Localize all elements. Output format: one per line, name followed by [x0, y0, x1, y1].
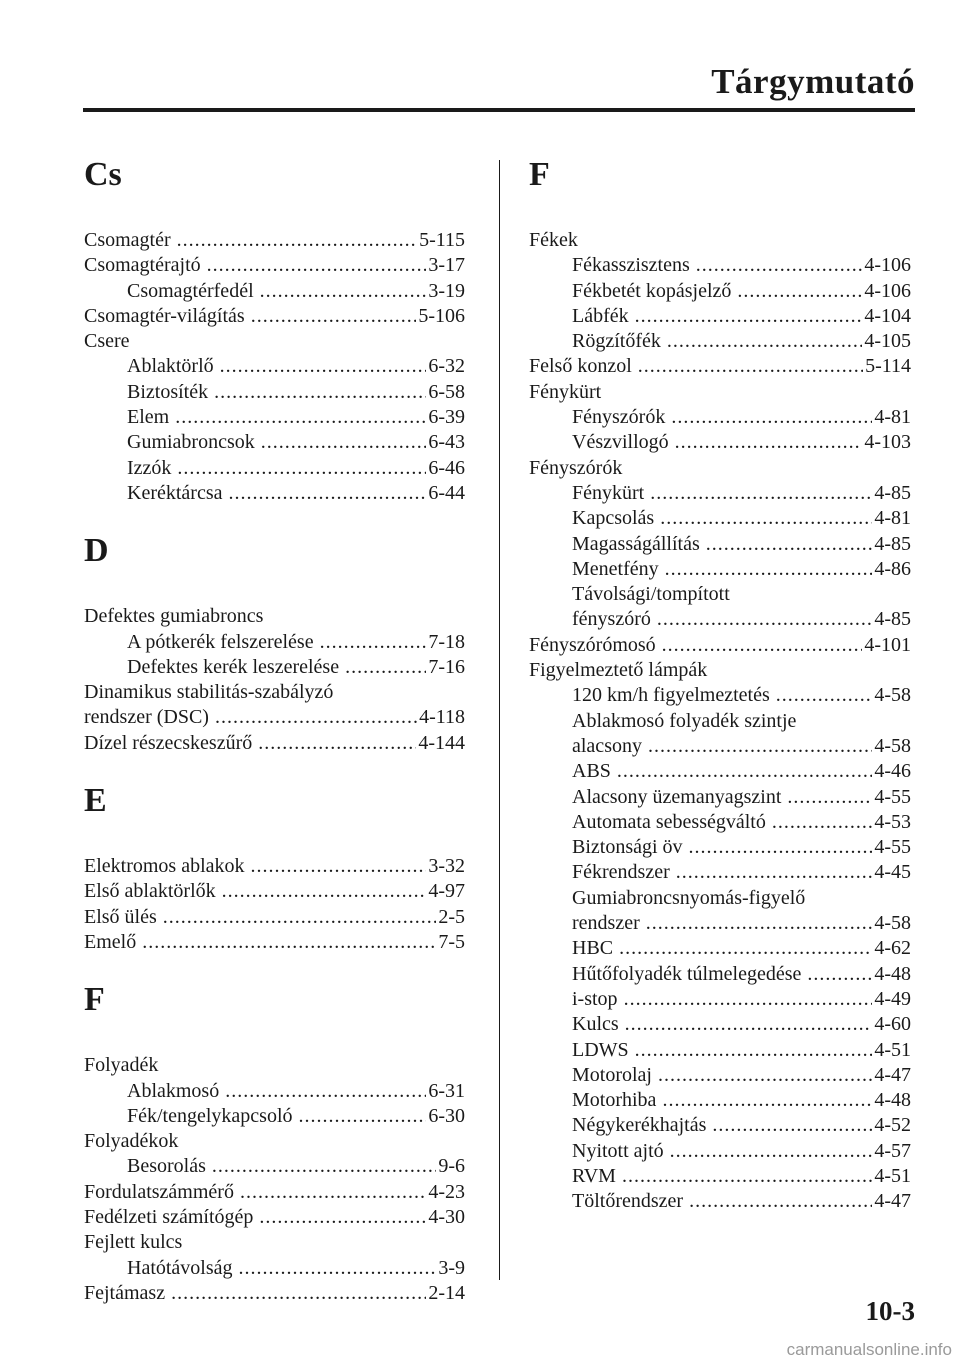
entry-page-ref: 4-55: [874, 785, 911, 808]
entry-term: i-stop: [572, 987, 618, 1010]
entry-term: Dízel részecskeszűrő: [84, 731, 253, 754]
dot-leader: [660, 506, 872, 531]
dot-leader: [175, 405, 426, 430]
entry-page-ref: 4-85: [874, 481, 911, 504]
index-subentry: [529, 683, 911, 708]
entry-page-ref: 7-5: [438, 930, 465, 953]
entry-term: Keréktárcsa: [127, 481, 223, 504]
index-subentry: [529, 734, 911, 759]
entry-page-ref: 6-39: [428, 406, 465, 429]
page-number: 10-3: [865, 1296, 915, 1326]
section-letter: F: [84, 981, 105, 1019]
index-subentry: [529, 1012, 911, 1037]
index-subentry: [84, 1079, 465, 1104]
entry-term: Távolsági/tompított: [572, 583, 730, 606]
entry-page-ref: 4-49: [874, 987, 911, 1010]
dot-leader: [225, 1079, 426, 1104]
index-subentry: [529, 911, 911, 936]
dot-leader: [222, 879, 427, 904]
entry-page-ref: 4-52: [874, 1114, 911, 1137]
watermark-link[interactable]: carmanualsonline.info: [786, 1340, 952, 1359]
dot-leader: [163, 905, 437, 930]
dot-leader: [776, 683, 873, 708]
dot-leader: [207, 253, 427, 278]
index-subentry: [529, 1189, 911, 1214]
entry-page-ref: 6-31: [428, 1079, 465, 1102]
entry-page-ref: 6-32: [428, 355, 465, 378]
index-subentry: [84, 1256, 465, 1281]
index-subentry: [529, 1164, 911, 1189]
dot-leader: [240, 1180, 426, 1205]
dot-leader: [665, 557, 873, 582]
index-subentry: [84, 655, 465, 680]
entry-term: Csomagtér: [84, 229, 171, 251]
section-letter: Cs: [84, 156, 122, 193]
entry-page-ref: 4-62: [874, 937, 911, 960]
index-entry: [84, 228, 465, 253]
entry-term: Töltőrendszer: [572, 1190, 684, 1213]
entry-term: Gumiabroncsnyomás-figyelő: [572, 886, 806, 909]
dot-leader: [624, 987, 873, 1012]
index-subentry: [529, 329, 911, 354]
entry-page-ref: 4-55: [874, 836, 911, 859]
entry-page-ref: 3-19: [428, 279, 465, 302]
entry-term: Négykerékhajtás: [572, 1114, 707, 1137]
entry-page-ref: 6-30: [428, 1104, 465, 1127]
index-subentry: [529, 1088, 911, 1113]
entry-term: Fénykürt: [529, 380, 602, 403]
page-title: Tárgymutató: [711, 62, 915, 101]
entry-page-ref: 4-97: [428, 880, 465, 903]
dot-leader: [670, 1139, 873, 1164]
entry-page-ref: 3-9: [438, 1256, 465, 1279]
entry-term: Magasságállítás: [572, 532, 700, 555]
section-letter: F: [529, 156, 550, 193]
index-entry: [84, 1230, 465, 1255]
entry-term: Csomagtérfedél: [127, 279, 254, 302]
index-column-right: [529, 150, 911, 1215]
entry-page-ref: 4-86: [874, 557, 911, 580]
dot-leader: [676, 860, 873, 885]
entry-term: Folyadékok: [84, 1130, 179, 1153]
dot-leader: [142, 930, 436, 955]
index-entry: [84, 879, 465, 904]
dot-leader: [662, 633, 863, 658]
index-subentry: [529, 1038, 911, 1063]
entry-page-ref: 4-85: [874, 532, 911, 555]
entry-page-ref: 4-48: [874, 1089, 911, 1112]
dot-leader: [648, 734, 872, 759]
index-entry: [84, 1205, 465, 1230]
dot-leader: [239, 1256, 437, 1281]
index-entry: [84, 1281, 465, 1306]
index-entry: [529, 633, 911, 658]
index-entry: [529, 380, 911, 405]
index-subentry: [529, 607, 911, 632]
entry-term: Ablakmosó: [127, 1079, 220, 1102]
entry-page-ref: 4-47: [874, 1063, 911, 1086]
entry-term: Ablaktörlő: [127, 355, 214, 378]
entry-page-ref: 4-30: [428, 1206, 465, 1229]
entry-page-ref: 7-16: [428, 655, 465, 678]
entry-page-ref: 5-115: [419, 229, 465, 251]
entry-term: Csomagtér-világítás: [84, 304, 245, 327]
index-subentry: [84, 279, 465, 304]
entry-term: alacsony: [572, 734, 642, 757]
entry-term: Besorolás: [127, 1155, 206, 1178]
entry-term: Alacsony üzemanyagszint: [572, 785, 782, 808]
index-subentry: [84, 1154, 465, 1179]
entry-term: Dinamikus stabilitás-szabályzó: [84, 681, 334, 704]
index-entry: [84, 905, 465, 930]
index-subentry: [529, 860, 911, 885]
entry-term: Emelő: [84, 930, 137, 953]
index-entry: [84, 705, 465, 730]
dot-leader: [667, 329, 862, 354]
index-entry: [84, 253, 465, 278]
index-section: [84, 150, 465, 506]
dot-leader: [646, 911, 873, 936]
entry-term: LDWS: [572, 1038, 629, 1061]
dot-leader: [171, 1281, 426, 1306]
dot-leader: [260, 279, 427, 304]
dot-leader: [177, 228, 417, 253]
entry-term: Defektes gumiabroncs: [84, 605, 264, 628]
index-subentry: [529, 709, 911, 734]
index-subentry: [529, 785, 911, 810]
index-subentry: [529, 759, 911, 784]
entry-page-ref: 4-85: [874, 608, 911, 631]
index-entry: [529, 354, 911, 379]
entry-page-ref: 4-106: [864, 279, 911, 302]
entry-page-ref: 6-43: [428, 431, 465, 454]
dot-leader: [807, 962, 872, 987]
entry-page-ref: 4-58: [874, 684, 911, 707]
dot-leader: [299, 1104, 427, 1129]
entry-page-ref: 4-104: [864, 304, 911, 327]
entry-term: Csere: [84, 330, 130, 353]
entry-page-ref: 4-101: [864, 633, 911, 656]
entry-term: Automata sebességváltó: [572, 810, 766, 833]
dot-leader: [635, 304, 863, 329]
entry-term: Nyitott ajtó: [572, 1139, 664, 1162]
entry-term: Fényszórók: [529, 456, 623, 479]
index-subentry: [529, 1139, 911, 1164]
dot-leader: [617, 759, 872, 784]
dot-leader: [737, 279, 862, 304]
dot-leader: [706, 532, 873, 557]
entry-term: Gumiabroncsok: [127, 431, 255, 454]
entry-term: Hűtőfolyadék túlmelegedése: [572, 962, 802, 985]
dot-leader: [261, 430, 427, 455]
section-letter: E: [84, 782, 107, 820]
entry-term: Fedélzeti számítógép: [84, 1206, 254, 1229]
dot-leader: [220, 354, 427, 379]
dot-leader: [229, 481, 427, 506]
entry-term: Kulcs: [572, 1013, 619, 1036]
index-subentry: [84, 354, 465, 379]
entry-term: Csomagtérajtó: [84, 254, 201, 277]
entry-page-ref: 7-18: [428, 630, 465, 653]
index-entry: [84, 854, 465, 879]
dot-leader: [212, 1154, 436, 1179]
dot-leader: [251, 854, 427, 879]
entry-term: Figyelmeztető lámpák: [529, 659, 708, 682]
index-subentry: [529, 481, 911, 506]
dot-leader: [251, 304, 417, 329]
entry-page-ref: 4-47: [874, 1190, 911, 1213]
entry-page-ref: 4-58: [874, 912, 911, 935]
entry-term: Fényszórók: [572, 406, 666, 429]
entry-term: Vészvillogó: [572, 431, 669, 454]
dot-leader: [787, 785, 872, 810]
index-subentry: [529, 506, 911, 531]
header-rule: [83, 108, 915, 112]
entry-term: Hatótávolság: [127, 1256, 233, 1279]
dot-leader: [772, 810, 872, 835]
entry-term: Első ablaktörlők: [84, 880, 216, 903]
index-entry: [84, 604, 465, 629]
dot-leader: [689, 1189, 872, 1214]
index-subentry: [529, 253, 911, 278]
entry-term: rendszer (DSC): [84, 706, 209, 729]
index-column-left: [84, 150, 465, 1306]
entry-term: Biztonsági öv: [572, 836, 683, 859]
index-subentry: [529, 987, 911, 1012]
index-entry: [84, 680, 465, 705]
entry-term: Biztosíték: [127, 380, 209, 403]
entry-page-ref: 3-32: [428, 855, 465, 878]
entry-page-ref: 4-53: [874, 810, 911, 833]
index-subentry: [84, 405, 465, 430]
entry-page-ref: 4-144: [418, 731, 465, 754]
entry-term: HBC: [572, 937, 614, 960]
index-entry: [84, 930, 465, 955]
index-subentry: [529, 1063, 911, 1088]
index-subentry: [529, 532, 911, 557]
index-entry: [84, 1180, 465, 1205]
dot-leader: [619, 936, 872, 961]
entry-page-ref: 3-17: [428, 254, 465, 277]
entry-term: A pótkerék felszerelése: [127, 630, 314, 653]
entry-page-ref: 5-114: [865, 355, 911, 378]
index-section: [84, 526, 465, 756]
entry-term: Fékek: [529, 229, 578, 251]
index-subentry: [84, 430, 465, 455]
entry-term: Folyadék: [84, 1054, 159, 1077]
entry-term: rendszer: [572, 912, 640, 935]
dot-leader: [650, 481, 872, 506]
entry-term: Fékrendszer: [572, 861, 670, 884]
index-subentry: [529, 304, 911, 329]
index-section: [84, 776, 465, 955]
dot-leader: [658, 1063, 872, 1088]
entry-term: RVM: [572, 1164, 616, 1187]
entry-page-ref: 4-58: [874, 734, 911, 757]
index-section: [529, 150, 911, 1215]
dot-leader: [320, 630, 427, 655]
entry-page-ref: 5-106: [418, 304, 465, 327]
index-subentry: [84, 630, 465, 655]
dot-leader: [662, 1088, 872, 1113]
entry-page-ref: 4-81: [874, 507, 911, 530]
index-entry: [529, 456, 911, 481]
column-divider: [499, 160, 500, 1280]
entry-page-ref: 4-57: [874, 1139, 911, 1162]
index-subentry: [529, 405, 911, 430]
dot-leader: [214, 380, 426, 405]
dot-leader: [345, 655, 426, 680]
entry-page-ref: 4-45: [874, 861, 911, 884]
entry-term: Menetfény: [572, 557, 659, 580]
entry-page-ref: 9-6: [438, 1155, 465, 1178]
index-subentry: [529, 886, 911, 911]
entry-term: Kapcsolás: [572, 507, 655, 530]
entry-page-ref: 4-81: [874, 406, 911, 429]
dot-leader: [625, 1012, 873, 1037]
index-subentry: [529, 835, 911, 860]
index-entry: [84, 1129, 465, 1154]
entry-term: Izzók: [127, 456, 172, 479]
index-entry: [84, 304, 465, 329]
index-subentry: [529, 582, 911, 607]
entry-page-ref: 4-23: [428, 1180, 465, 1203]
entry-term: fényszóró: [572, 608, 651, 631]
entry-term: Felső konzol: [529, 355, 632, 378]
index-subentry: [84, 481, 465, 506]
index-subentry: [84, 456, 465, 481]
dot-leader: [622, 1164, 872, 1189]
entry-term: Fénykürt: [572, 481, 645, 504]
index-subentry: [529, 962, 911, 987]
entry-term: Rögzítőfék: [572, 330, 661, 353]
dot-leader: [259, 1205, 426, 1230]
index-subentry: [529, 279, 911, 304]
dot-leader: [258, 731, 416, 756]
dot-leader: [635, 1038, 873, 1063]
index-subentry: [529, 557, 911, 582]
entry-term: Defektes kerék leszerelése: [127, 655, 340, 678]
index-entry: [84, 329, 465, 354]
entry-term: Fékbetét kopásjelző: [572, 279, 732, 302]
entry-term: 120 km/h figyelmeztetés: [572, 684, 770, 707]
section-letter: D: [84, 532, 109, 570]
dot-leader: [671, 405, 872, 430]
index-entry: [529, 228, 911, 253]
index-subentry: [84, 380, 465, 405]
dot-leader: [177, 456, 426, 481]
entry-page-ref: 6-58: [428, 380, 465, 403]
entry-page-ref: 4-51: [874, 1038, 911, 1061]
entry-page-ref: 6-46: [428, 456, 465, 479]
entry-term: ABS: [572, 760, 611, 783]
entry-page-ref: 2-5: [438, 905, 465, 928]
index-subentry: [529, 430, 911, 455]
entry-term: Lábfék: [572, 304, 629, 327]
dot-leader: [215, 705, 417, 730]
entry-page-ref: 4-106: [864, 254, 911, 277]
entry-term: Elektromos ablakok: [84, 855, 245, 878]
index-entry: [84, 1053, 465, 1078]
entry-term: Fejtámasz: [84, 1281, 166, 1304]
entry-term: Fék/tengelykapcsoló: [127, 1104, 293, 1127]
index-entry: [84, 731, 465, 756]
entry-term: Motorhiba: [572, 1089, 657, 1112]
index-subentry: [84, 1104, 465, 1129]
dot-leader: [696, 253, 863, 278]
index-entry: [529, 658, 911, 683]
entry-page-ref: 4-46: [874, 760, 911, 783]
dot-leader: [689, 835, 873, 860]
entry-page-ref: 6-44: [428, 481, 465, 504]
entry-term: Első ülés: [84, 905, 157, 928]
entry-page-ref: 4-60: [874, 1013, 911, 1036]
index-section: [84, 975, 465, 1306]
dot-leader: [712, 1113, 872, 1138]
entry-term: Fordulatszámmérő: [84, 1180, 234, 1203]
entry-page-ref: 4-118: [419, 706, 465, 729]
index-subentry: [529, 1113, 911, 1138]
entry-page-ref: 4-105: [864, 330, 911, 353]
index-subentry: [529, 936, 911, 961]
entry-term: Fékasszisztens: [572, 254, 690, 277]
entry-term: Fényszórómosó: [529, 633, 656, 656]
entry-page-ref: 2-14: [428, 1281, 465, 1304]
entry-term: Ablakmosó folyadék szintje: [572, 709, 797, 732]
entry-term: Fejlett kulcs: [84, 1231, 183, 1254]
index-subentry: [529, 810, 911, 835]
dot-leader: [675, 430, 863, 455]
entry-page-ref: 4-103: [864, 431, 911, 454]
entry-term: Elem: [127, 406, 170, 429]
dot-leader: [657, 607, 872, 632]
dot-leader: [638, 354, 863, 379]
entry-page-ref: 4-51: [874, 1164, 911, 1187]
entry-page-ref: 4-48: [874, 962, 911, 985]
entry-term: Motorolaj: [572, 1063, 652, 1086]
